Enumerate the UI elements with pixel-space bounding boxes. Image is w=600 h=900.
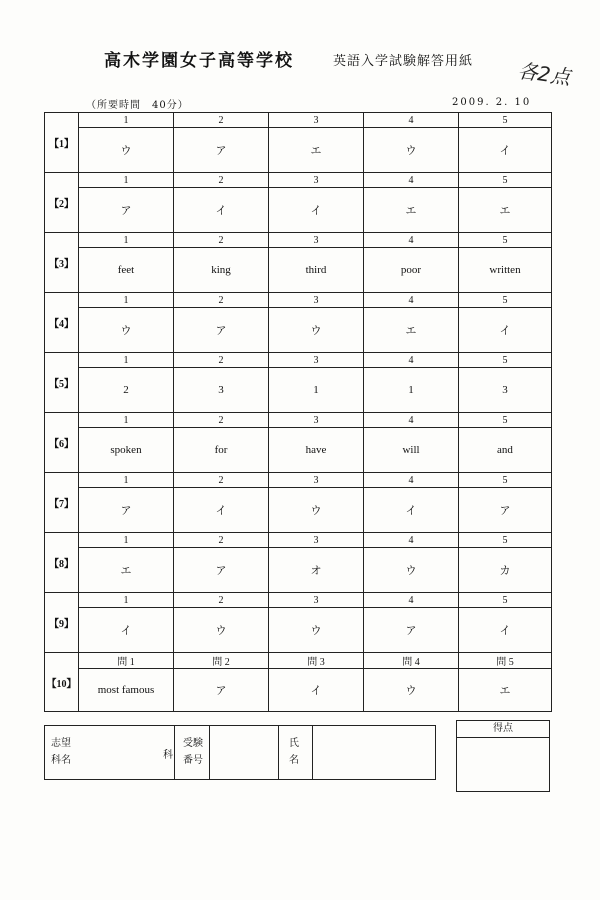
item-number: 4	[364, 353, 459, 368]
item-number: 問 4	[364, 653, 459, 669]
answer-cell: イ	[79, 608, 174, 653]
answer-cell: イ	[269, 669, 364, 712]
item-number: 問 2	[174, 653, 269, 669]
answer-cell: ウ	[269, 308, 364, 353]
item-number: 2	[174, 173, 269, 188]
item-number: 5	[459, 533, 552, 548]
item-number: 問 5	[459, 653, 552, 669]
item-number: 5	[459, 113, 552, 128]
answer-cell: most famous	[79, 669, 174, 712]
item-number: 3	[269, 473, 364, 488]
answer-cell: king	[174, 248, 269, 293]
answer-cell: 2	[79, 368, 174, 413]
question-number-row	[45, 173, 552, 188]
item-number: 1	[79, 173, 174, 188]
question-number-row	[45, 533, 552, 548]
answer-cell: ア	[174, 669, 269, 712]
item-number: 3	[269, 413, 364, 428]
question-number-row	[45, 653, 552, 669]
item-number: 4	[364, 173, 459, 188]
item-number: 1	[79, 533, 174, 548]
answer-cell: イ	[174, 488, 269, 533]
answer-cell: have	[269, 428, 364, 473]
answer-cell: ア	[364, 608, 459, 653]
answer-cell: third	[269, 248, 364, 293]
answer-row	[45, 428, 552, 473]
answer-cell: イ	[459, 308, 552, 353]
name-label: 氏 名	[289, 738, 299, 766]
answer-row	[45, 548, 552, 593]
question-number-row	[45, 293, 552, 308]
answer-cell: エ	[364, 188, 459, 233]
answer-cell: spoken	[79, 428, 174, 473]
exam-number-divider	[209, 726, 210, 779]
answer-row	[45, 308, 552, 353]
item-number: 4	[364, 533, 459, 548]
question-number-row	[45, 413, 552, 428]
course-suffix: 科	[163, 750, 173, 761]
item-number: 1	[79, 353, 174, 368]
answer-cell: エ	[364, 308, 459, 353]
answer-cell: エ	[459, 669, 552, 712]
item-number: 2	[174, 413, 269, 428]
item-number: 3	[269, 113, 364, 128]
question-label: 【10】	[45, 653, 79, 712]
item-number: 4	[364, 473, 459, 488]
item-number: 5	[459, 353, 552, 368]
answer-cell: 1	[269, 368, 364, 413]
question-number-row	[45, 353, 552, 368]
item-number: 2	[174, 113, 269, 128]
exam-number-label: 受験 番号	[183, 738, 203, 766]
answer-cell: ア	[174, 548, 269, 593]
question-number-row	[45, 473, 552, 488]
answer-cell: 3	[459, 368, 552, 413]
item-number: 5	[459, 233, 552, 248]
question-label: 【7】	[45, 473, 79, 533]
item-number: 1	[79, 473, 174, 488]
score-label: 得点	[457, 721, 549, 738]
name-cell	[279, 726, 313, 779]
answer-cell: ウ	[269, 608, 364, 653]
exam-title: 英語入学試験解答用紙	[333, 54, 474, 69]
question-label: 【1】	[45, 113, 79, 173]
answer-cell: エ	[459, 188, 552, 233]
question-label: 【8】	[45, 533, 79, 593]
school-name: 高木学園女子高等学校	[104, 51, 294, 71]
item-number: 4	[364, 233, 459, 248]
item-number: 3	[269, 293, 364, 308]
item-number: 5	[459, 473, 552, 488]
item-number: 2	[174, 533, 269, 548]
item-number: 問 1	[79, 653, 174, 669]
answer-cell: ア	[174, 308, 269, 353]
handwritten-note: 各2点	[516, 58, 572, 90]
answer-cell: ウ	[364, 669, 459, 712]
answer-cell: poor	[364, 248, 459, 293]
question-number-row	[45, 113, 552, 128]
answer-cell: ウ	[174, 608, 269, 653]
question-label: 【6】	[45, 413, 79, 473]
answer-cell: オ	[269, 548, 364, 593]
answer-table	[44, 112, 552, 712]
item-number: 1	[79, 233, 174, 248]
item-number: 問 3	[269, 653, 364, 669]
item-number: 2	[174, 353, 269, 368]
answer-cell: ア	[459, 488, 552, 533]
answer-row	[45, 188, 552, 233]
answer-cell: ウ	[364, 128, 459, 173]
item-number: 1	[79, 293, 174, 308]
question-label: 【3】	[45, 233, 79, 293]
item-number: 3	[269, 593, 364, 608]
answer-cell: feet	[79, 248, 174, 293]
answer-cell: ア	[79, 488, 174, 533]
answer-row	[45, 368, 552, 413]
exam-date: 2009. 2. 10	[452, 97, 532, 108]
item-number: 5	[459, 173, 552, 188]
item-number: 4	[364, 113, 459, 128]
answer-cell: written	[459, 248, 552, 293]
answer-cell: イ	[174, 188, 269, 233]
item-number: 4	[364, 293, 459, 308]
item-number: 1	[79, 113, 174, 128]
answer-cell: ウ	[364, 548, 459, 593]
question-label: 【4】	[45, 293, 79, 353]
answer-row	[45, 248, 552, 293]
question-number-row	[45, 233, 552, 248]
item-number: 3	[269, 533, 364, 548]
answer-row	[45, 128, 552, 173]
answer-cell: and	[459, 428, 552, 473]
desired-course-cell	[45, 726, 175, 779]
question-number-row	[45, 593, 552, 608]
item-number: 5	[459, 413, 552, 428]
answer-cell: ウ	[79, 308, 174, 353]
item-number: 2	[174, 293, 269, 308]
answer-row	[45, 488, 552, 533]
item-number: 3	[269, 233, 364, 248]
answer-cell: イ	[364, 488, 459, 533]
answer-cell: will	[364, 428, 459, 473]
answer-cell: エ	[79, 548, 174, 593]
answer-cell: イ	[269, 188, 364, 233]
answer-cell: ア	[79, 188, 174, 233]
item-number: 3	[269, 173, 364, 188]
answer-cell: ウ	[79, 128, 174, 173]
item-number: 5	[459, 293, 552, 308]
answer-row	[45, 608, 552, 653]
item-number: 3	[269, 353, 364, 368]
answer-cell: for	[174, 428, 269, 473]
answer-cell: 1	[364, 368, 459, 413]
desired-course-label: 志望 科名	[51, 738, 71, 766]
question-label: 【9】	[45, 593, 79, 653]
answer-cell: イ	[459, 128, 552, 173]
score-box	[456, 720, 550, 792]
item-number: 1	[79, 413, 174, 428]
applicant-info-box	[44, 725, 436, 780]
time-label: （所要時間 40分）	[86, 100, 189, 111]
question-label: 【5】	[45, 353, 79, 413]
answer-cell: イ	[459, 608, 552, 653]
exam-number-cell	[175, 726, 279, 779]
item-number: 2	[174, 233, 269, 248]
answer-cell: 3	[174, 368, 269, 413]
item-number: 4	[364, 413, 459, 428]
answer-cell: カ	[459, 548, 552, 593]
answer-cell: ウ	[269, 488, 364, 533]
answer-cell: ア	[174, 128, 269, 173]
answer-row	[45, 669, 552, 712]
item-number: 4	[364, 593, 459, 608]
item-number: 1	[79, 593, 174, 608]
answer-cell: エ	[269, 128, 364, 173]
question-label: 【2】	[45, 173, 79, 233]
item-number: 5	[459, 593, 552, 608]
item-number: 2	[174, 593, 269, 608]
item-number: 2	[174, 473, 269, 488]
